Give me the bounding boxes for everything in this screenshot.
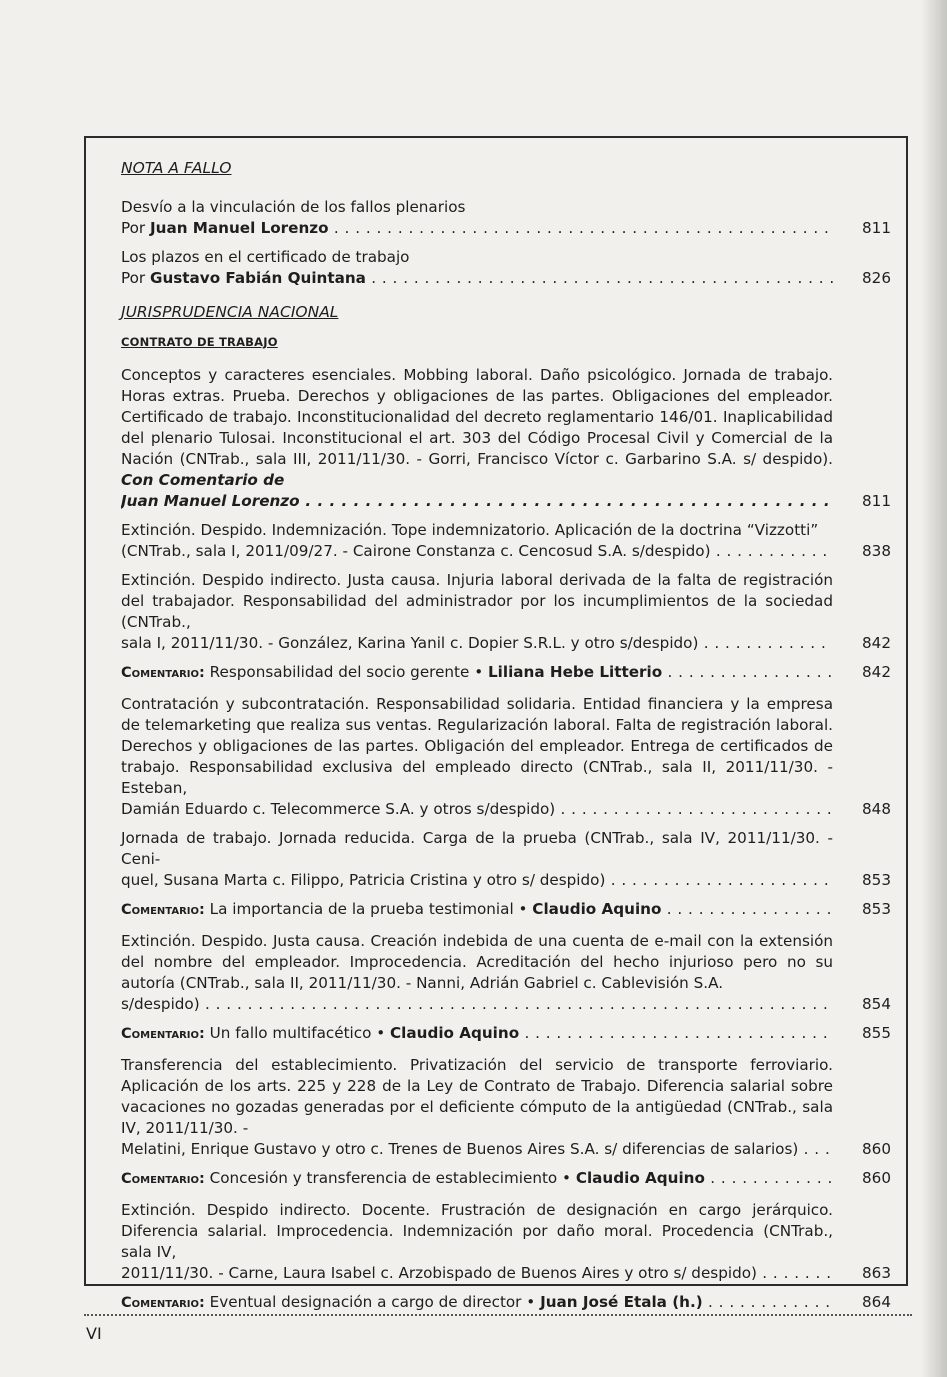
page-number: 842 bbox=[862, 634, 891, 652]
comment-entry bbox=[121, 662, 891, 684]
table-of-contents bbox=[121, 158, 891, 1324]
comment-entry bbox=[121, 899, 891, 921]
page-number: 853 bbox=[862, 900, 891, 918]
by-label: Por bbox=[121, 269, 146, 287]
comment-title: Un fallo multifacético bbox=[209, 1024, 372, 1042]
comment-entry bbox=[121, 1023, 891, 1045]
case-text: Extinción. Despido. Justa causa. Creación indebida de una cuenta de e-mail con la extensión del nombre del empleador. Improcedencia. Acreditación del hecho injurioso pero no su autoría (CNTrab., sala II, 2011/11/30. - Nanni, Adrián Gabriel c. Cablevisión S.A. bbox=[121, 932, 833, 992]
comment-entry bbox=[121, 1292, 891, 1314]
comment-lead: Con Comentario de bbox=[121, 471, 285, 489]
comment-author: Juan José Etala (h.) bbox=[540, 1293, 703, 1311]
comment-author: Claudio Aquino bbox=[532, 900, 662, 918]
footer-divider bbox=[84, 1314, 912, 1316]
comment-label: Comentario: bbox=[121, 1026, 205, 1042]
page-number: 860 bbox=[862, 1169, 891, 1187]
case-entry bbox=[121, 1055, 891, 1160]
comment-label: Comentario: bbox=[121, 1171, 205, 1187]
case-text-last: Melatini, Enrique Gustavo y otro c. Trenes de Buenos Aires S.A. s/ diferencias de salarios) . . . bbox=[121, 1139, 833, 1160]
page-edge-shadow bbox=[921, 0, 947, 1377]
case-text-last: (CNTrab., sala I, 2011/09/27. - Cairone Constanza c. Cencosud S.A. s/despido) . . . bbox=[121, 541, 833, 562]
bullet: • bbox=[526, 1293, 536, 1311]
case-text: Conceptos y caracteres esenciales. Mobbing laboral. Daño psicológico. Jornada de trabajo. Horas extras. Prueba. Derechos y obligaciones de las partes. Obligaciones del empleador. Certificado de trabajo. Inconstitucionalidad del decreto reglamentario 146/01. Inaplicabilidad del plenario Tulosai. Inconstitucional el art. 303 del Código Procesal Civil y Comercial de la Nación (CNTrab., sala III, 2011/11/30. - Gorri, Francisco Víctor c. Garbarino S.A. s/ despido). bbox=[121, 366, 833, 468]
comment-title: La importancia de la prueba testimonial bbox=[209, 900, 514, 918]
page-number: 811 bbox=[862, 492, 891, 510]
nota-entry-title: Los plazos en el certificado de trabajo bbox=[121, 248, 410, 266]
comment-author: Liliana Hebe Litterio bbox=[487, 663, 663, 681]
case-text-last: sala I, 2011/11/30. - González, Karina Yanil c. Dopier S.R.L. y otro s/despido) . . . bbox=[121, 633, 833, 654]
subheading-contrato: CONTRATO DE TRABAJO bbox=[121, 335, 278, 349]
case-entry bbox=[121, 694, 891, 820]
comment-label: Comentario: bbox=[121, 1295, 205, 1311]
comment-author: Juan Manuel Lorenzo . . . bbox=[121, 491, 833, 512]
case-text-last: 2011/11/30. - Carne, Laura Isabel c. Arzobispado de Buenos Aires y otro s/ despido) . . . bbox=[121, 1263, 833, 1284]
case-entry bbox=[121, 570, 891, 654]
case-text: Extinción. Despido indirecto. Justa causa. Injuria laboral derivada de la falta de registración del trabajador. Responsabilidad del administrador por los incumplimientos de la sociedad (CNTrab., bbox=[121, 571, 833, 631]
case-text-last: s/despido) . . . bbox=[121, 994, 833, 1015]
comment-entry bbox=[121, 1168, 891, 1190]
section-title-jurisprudencia: JURISPRUDENCIA NACIONAL bbox=[121, 303, 339, 321]
case-text: Transferencia del establecimiento. Privatización del servicio de transporte ferroviario. Aplicación de los arts. 225 y 228 de la Ley de Contrato de Trabajo. Diferencia salarial sobre vacaciones no gozadas generadas por el deficiente cómputo de la antigüedad (CNTrab., sala IV, 2011/11/30. - bbox=[121, 1056, 833, 1137]
nota-entry-title: Desvío a la vinculación de los fallos plenarios bbox=[121, 198, 466, 216]
page-number: 842 bbox=[862, 663, 891, 681]
page-number: 854 bbox=[862, 995, 891, 1013]
bullet: • bbox=[376, 1024, 386, 1042]
page-number: 864 bbox=[862, 1293, 891, 1311]
page-number: 863 bbox=[862, 1264, 891, 1282]
page-number: 838 bbox=[862, 542, 891, 560]
section-title-nota: NOTA A FALLO bbox=[121, 159, 232, 177]
comment-author: Claudio Aquino bbox=[575, 1169, 705, 1187]
page-number: 855 bbox=[862, 1024, 891, 1042]
case-text: Contratación y subcontratación. Responsabilidad solidaria. Entidad financiera y la empresa de telemarketing que realiza sus ventas. Regularización laboral. Falta de registración laboral. Derechos y obligaciones de las partes. Obligación del empleador. Entrega de certificados de trabajo. Responsabilidad exclusiva del empleado directo (CNTrab., sala II, 2011/11/30. - Esteban, bbox=[121, 695, 833, 797]
nota-entry bbox=[121, 197, 891, 239]
case-text-last: quel, Susana Marta c. Filippo, Patricia Cristina y otro s/ despido) . . . bbox=[121, 870, 833, 891]
nota-entry-line bbox=[121, 218, 891, 239]
case-text: Extinción. Despido indirecto. Docente. Frustración de designación en cargo jerárquico. Diferencia salarial. Improcedencia. Indemnización por daño moral. Procedencia (CNTrab., sala IV, bbox=[121, 1201, 833, 1261]
comment-label: Comentario: bbox=[121, 665, 205, 681]
case-text: Jornada de trabajo. Jornada reducida. Carga de la prueba (CNTrab., sala IV, 2011/11/30. - Ceni- bbox=[121, 829, 833, 868]
page-number: 848 bbox=[862, 800, 891, 818]
case-text: Extinción. Despido. Indemnización. Tope indemnizatorio. Aplicación de la doctrina “Vizzotti” bbox=[121, 521, 819, 539]
comment-label: Comentario: bbox=[121, 902, 205, 918]
comment-title: Responsabilidad del socio gerente bbox=[209, 663, 470, 681]
case-entry bbox=[121, 931, 891, 1015]
comment-title: Concesión y transferencia de establecimiento bbox=[209, 1169, 558, 1187]
case-entry bbox=[121, 365, 891, 512]
author-name: Gustavo Fabián Quintana bbox=[149, 269, 366, 287]
page-number: 860 bbox=[862, 1140, 891, 1158]
case-text-last: Damián Eduardo c. Telecommerce S.A. y otros s/despido) . . . bbox=[121, 799, 833, 820]
bullet: • bbox=[474, 663, 484, 681]
by-label: Por bbox=[121, 219, 146, 237]
page-folio: VI bbox=[86, 1324, 102, 1343]
bullet: • bbox=[518, 900, 528, 918]
case-entry bbox=[121, 828, 891, 891]
case-entry bbox=[121, 1200, 891, 1284]
comment-author: Claudio Aquino bbox=[390, 1024, 520, 1042]
page-number: 853 bbox=[862, 871, 891, 889]
page-number: 826 bbox=[862, 269, 891, 287]
comment-title: Eventual designación a cargo de director bbox=[209, 1293, 522, 1311]
author-name: Juan Manuel Lorenzo bbox=[149, 219, 329, 237]
nota-entry-line bbox=[121, 268, 891, 289]
page-number: 811 bbox=[862, 219, 891, 237]
nota-entry bbox=[121, 247, 891, 289]
bullet: • bbox=[562, 1169, 571, 1187]
case-entry bbox=[121, 520, 891, 562]
